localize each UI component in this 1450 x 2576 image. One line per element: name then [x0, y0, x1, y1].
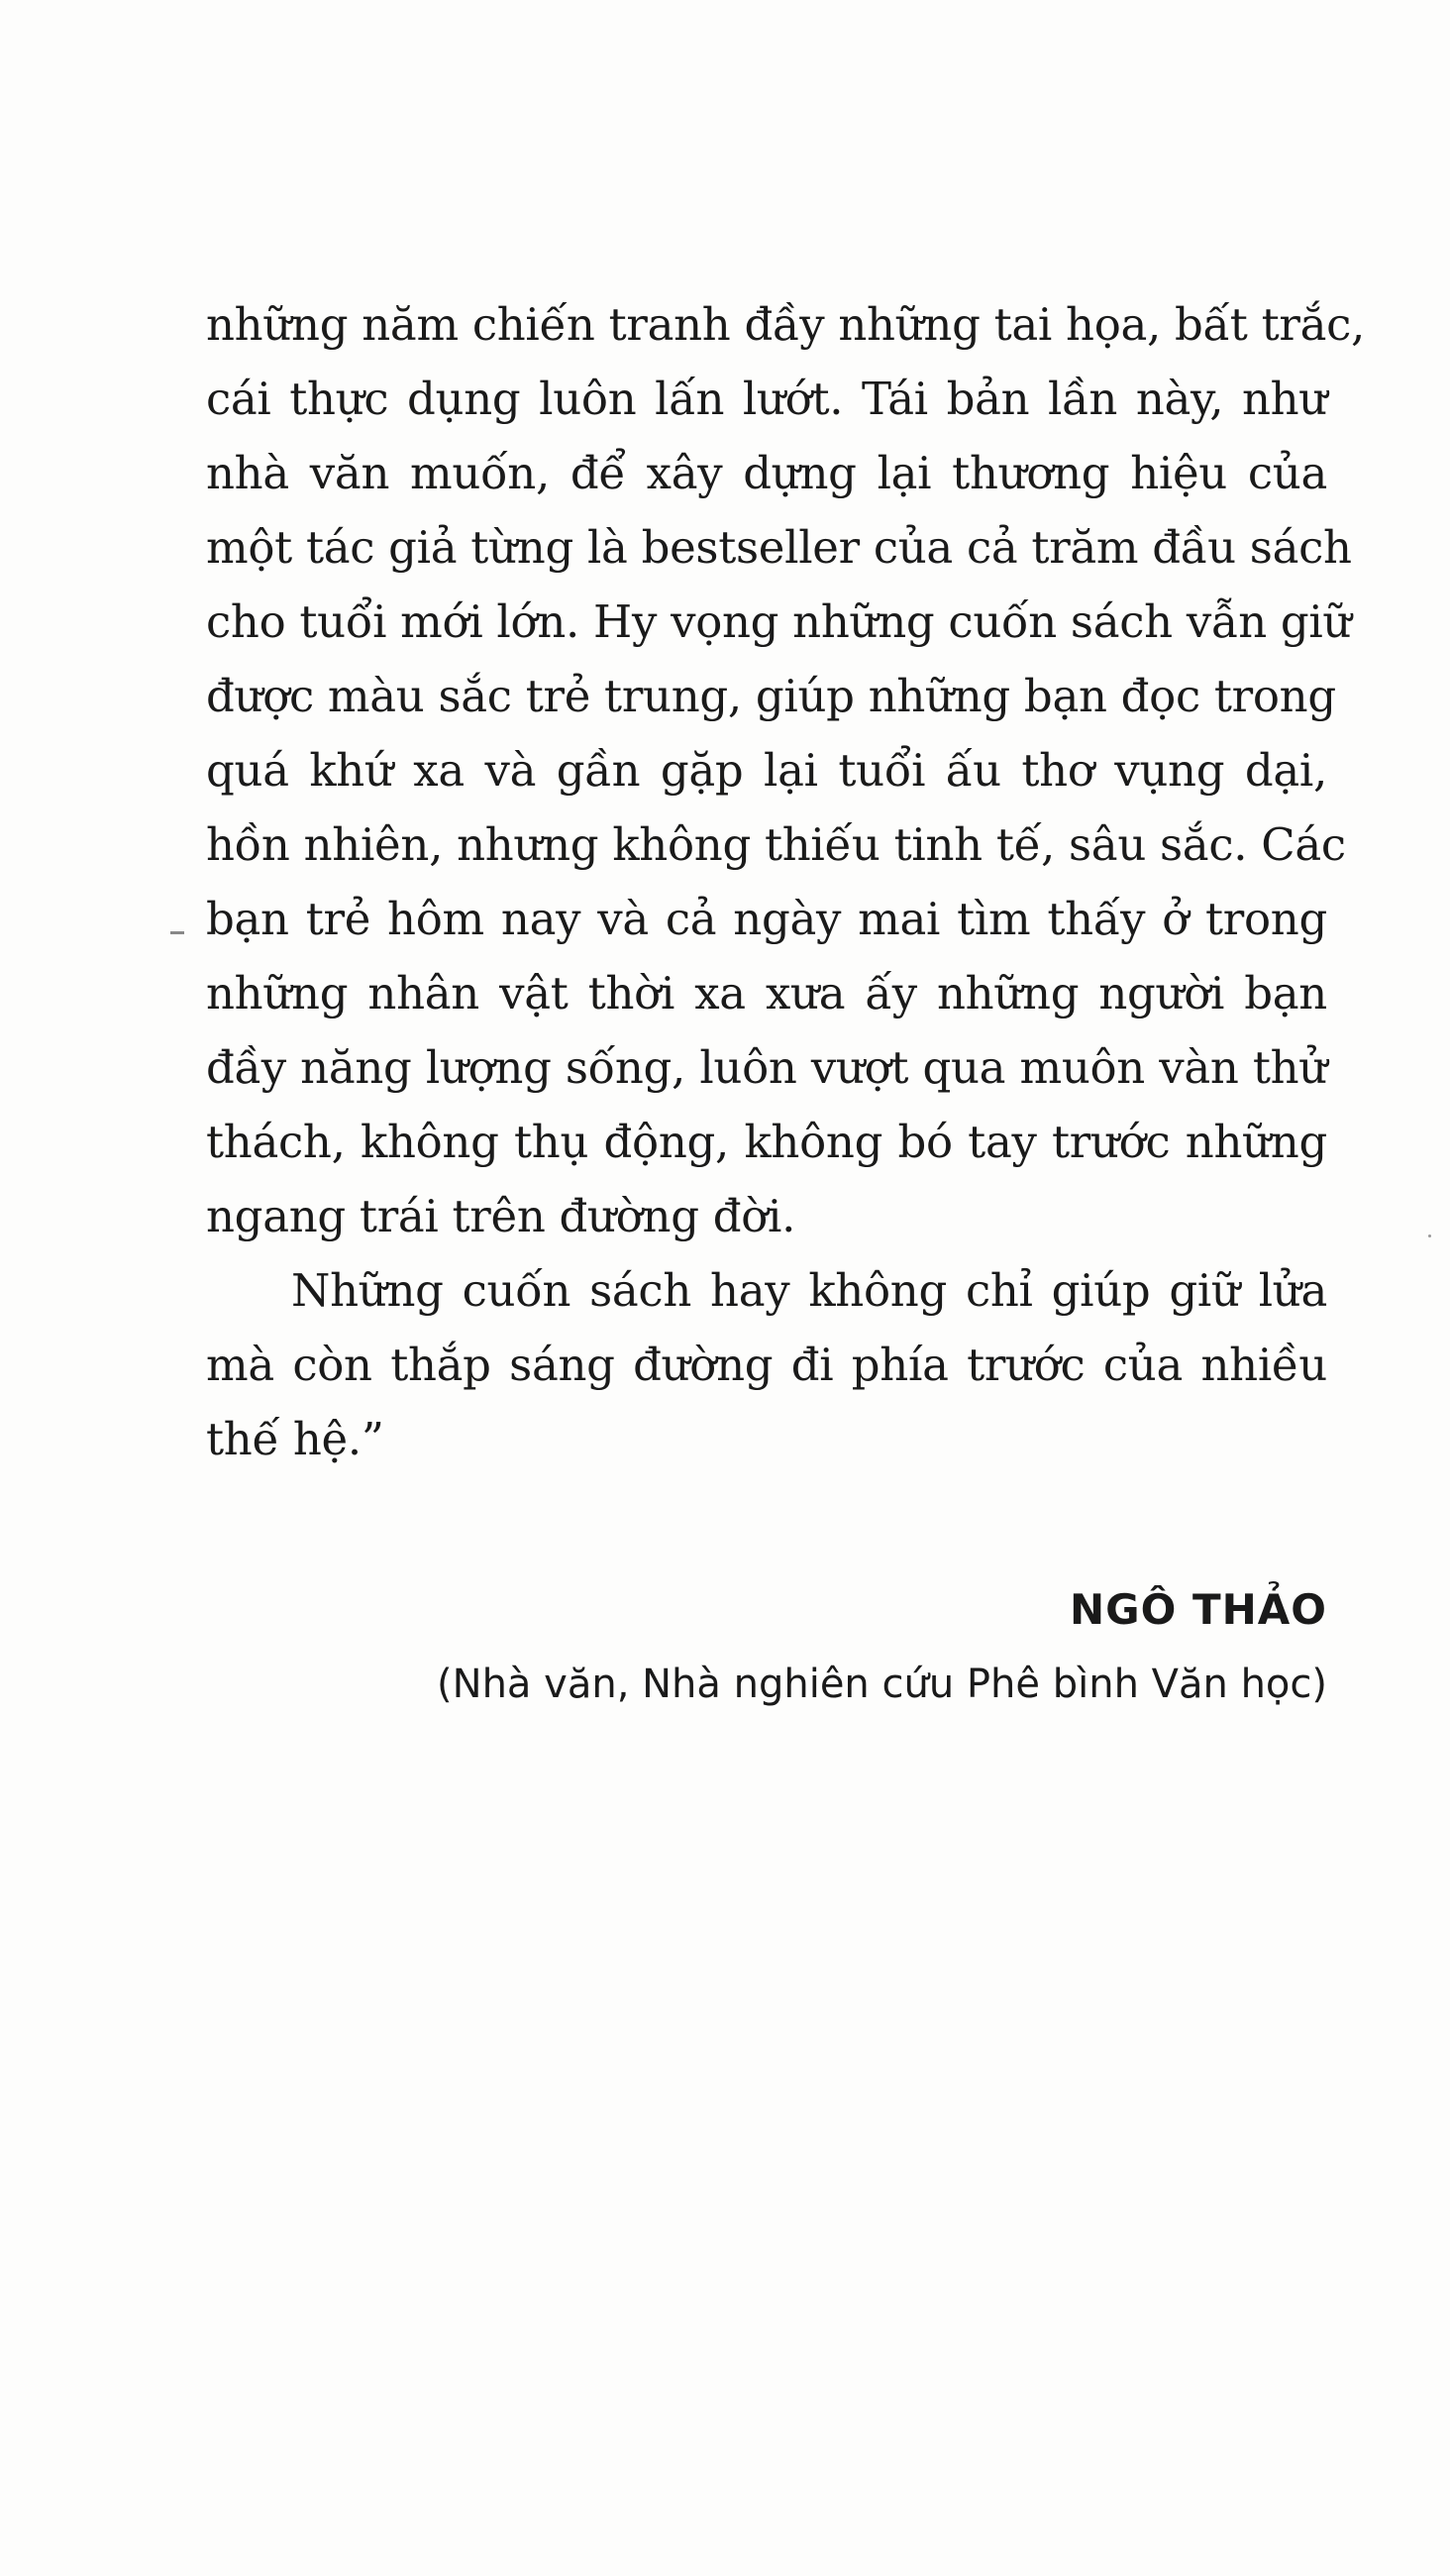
- author-name: NGÔ THẢO: [1070, 1585, 1327, 1634]
- text-line: được màu sắc trẻ trung, giúp những bạn đọc trong: [206, 670, 1336, 722]
- body-text: [206, 287, 1366, 1476]
- text-line: một tác giả từng là bestseller của cả trăm đầu sách: [206, 521, 1352, 574]
- text-line: mà còn thắp sáng đường đi phía trước của nhiều: [206, 1339, 1327, 1391]
- text-line: quá khứ xa và gần gặp lại tuổi ấu thơ vụng dại,: [206, 744, 1327, 797]
- text-line: thách, không thụ động, không bó tay trước những: [206, 1116, 1327, 1168]
- text-line: ngang trái trên đường đời.: [206, 1190, 796, 1242]
- print-dot: [1428, 1234, 1431, 1237]
- text-line: nhà văn muốn, để xây dựng lại thương hiệu của: [206, 447, 1327, 499]
- text-line: những nhân vật thời xa xưa ấy những người bạn: [206, 967, 1327, 1020]
- text-line: những năm chiến tranh đầy những tai họa, bất trắc,: [206, 298, 1366, 351]
- text-line: bạn trẻ hôm nay và cả ngày mai tìm thấy ở trong: [206, 893, 1327, 945]
- text-line: cái thực dụng luôn lấn lướt. Tái bản lần này, như: [206, 373, 1327, 425]
- author-signature: [206, 1575, 1327, 1724]
- text-line: cho tuổi mới lớn. Hy vọng những cuốn sách vẫn giữ: [206, 595, 1352, 648]
- text-line: thế hệ.”: [206, 1413, 384, 1465]
- author-title: (Nhà văn, Nhà nghiên cứu Phê bình Văn học): [437, 1662, 1327, 1707]
- text-line: đầy năng lượng sống, luôn vượt qua muôn vàn thử: [206, 1041, 1327, 1094]
- text-line: Những cuốn sách hay không chỉ giúp giữ lửa: [291, 1264, 1327, 1317]
- text-line: hồn nhiên, nhưng không thiếu tinh tế, sâu sắc. Các: [206, 818, 1346, 871]
- print-mark: [170, 931, 184, 934]
